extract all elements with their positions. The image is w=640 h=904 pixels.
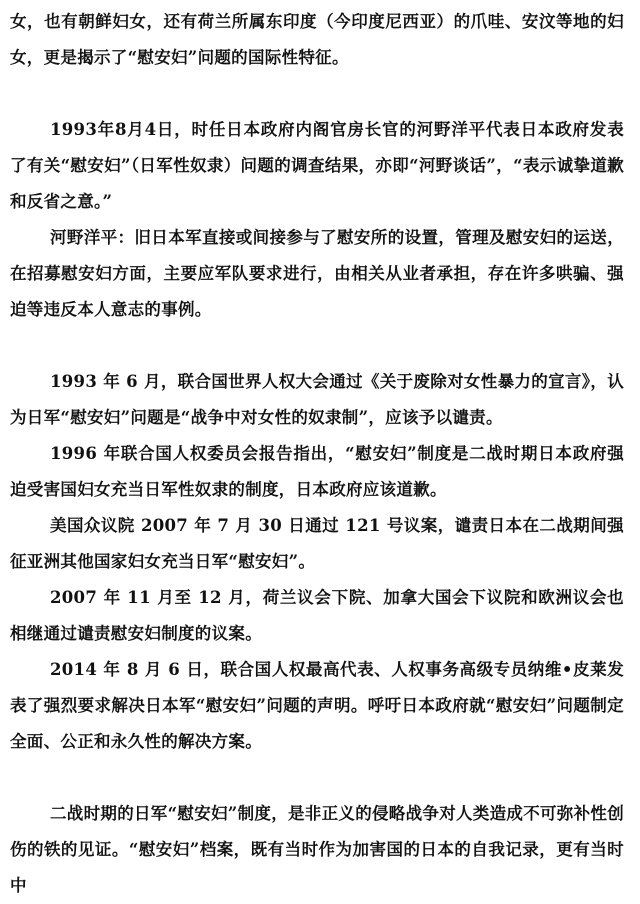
paragraph-conclusion: 二战时期的日军“慰安妇”制度，是非正义的侵略战争对人类造成不可弥补性创伤的铁的见证。“慰安妇”档案，既有当时作为加害国的日本的自我记录，更有当时中 bbox=[10, 804, 624, 895]
paragraph-un-report-1996: 1996 年联合国人权委员会报告指出，“慰安妇”制度是二战时期日本政府强迫受害国妇女充当日军性奴隶的制度，日本政府应该道歉。 bbox=[10, 444, 624, 499]
paragraph-kono-statement-1993: 1993年8月4日，时任日本政府内阁官房长官的河野洋平代表日本政府发表了有关“慰安妇”（日军性奴隶）问题的调查结果，亦即“河野谈话”，“表示诚挚道歉和反省之意。” bbox=[10, 120, 624, 211]
paragraph-parliaments-2007: 2007 年 11 月至 12 月，荷兰议会下院、加拿大国会下议院和欧洲议会也相继通过谴责慰安妇制度的议案。 bbox=[10, 588, 624, 643]
paragraph-kono-quote: 河野洋平：旧日本军直接或间接参与了慰安所的设置，管理及慰安妇的运送，在招募慰安妇方面，主要应军队要求进行，由相关从业者承担，存在许多哄骗、强迫等违反本人意志的事例。 bbox=[10, 228, 624, 319]
paragraph-us-house-2007: 美国众议院 2007 年 7 月 30 日通过 121 号议案，谴责日本在二战期间强征亚洲其他国家妇女充当日军“慰安妇”。 bbox=[10, 516, 624, 571]
paragraph-international-character: 女，也有朝鲜妇女，还有荷兰所属东印度（今印度尼西亚）的爪哇、安汶等地的妇女，更是揭示了“慰安妇”问题的国际性特征。 bbox=[10, 12, 624, 67]
paragraph-un-declaration-1993: 1993 年 6 月，联合国世界人权大会通过《关于废除对女性暴力的宣言》，认为日军“慰安妇”问题是“战争中对女性的奴隶制”，应该予以谴责。 bbox=[10, 372, 624, 427]
paragraph-un-statement-2014: 2014 年 8 月 6 日，联合国人权最高代表、人权事务高级专员纳维•皮莱发表了强烈要求解决日本军“慰安妇”问题的声明。呼吁日本政府就“慰安妇”问题制定全面、公正和永久性的解决方案。 bbox=[10, 660, 624, 751]
